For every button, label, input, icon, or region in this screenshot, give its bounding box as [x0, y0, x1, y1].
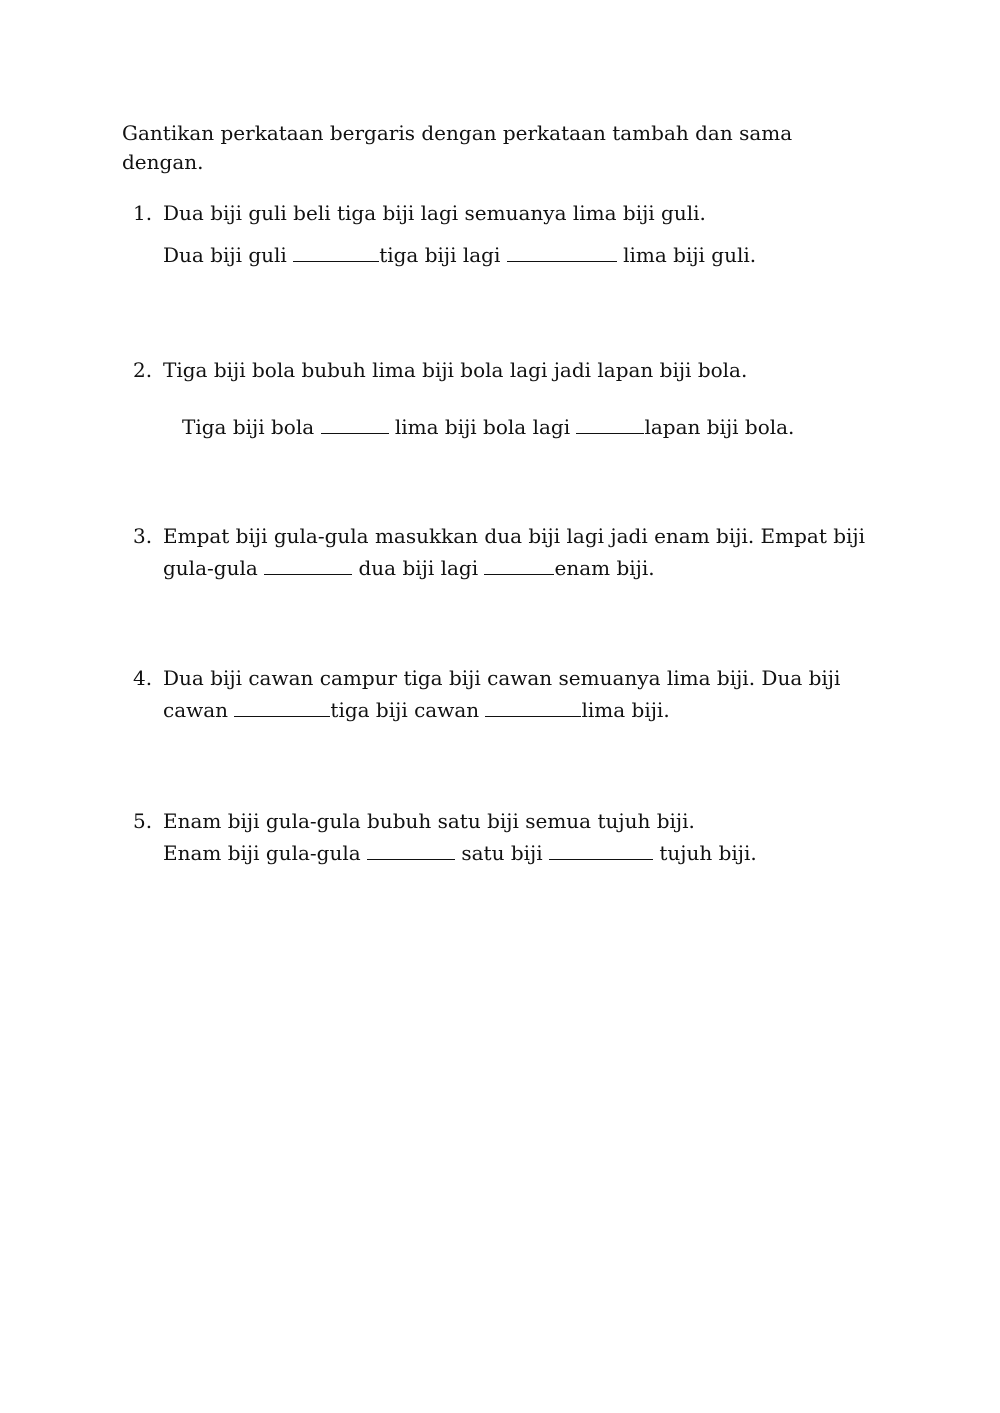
fill-in-line [163, 694, 670, 726]
fill-text: lima biji. [581, 698, 670, 722]
answer-blank[interactable] [507, 239, 617, 262]
fill-in-line [163, 552, 655, 584]
question-number: 5. [133, 809, 153, 833]
question-number: 2. [133, 358, 153, 382]
instruction-text: Gantikan perkataan bergaris dengan perkataan tambah dan sama dengan. [122, 121, 793, 174]
fill-text: Tiga biji bola [182, 415, 321, 439]
fill-text: lima biji guli. [616, 243, 757, 267]
fill-text: dua biji lagi [352, 556, 485, 580]
answer-blank[interactable] [576, 411, 644, 434]
fill-in-line [182, 411, 794, 443]
fill-text: Dua biji guli [163, 243, 294, 267]
fill-text: tiga biji lagi [379, 243, 507, 267]
fill-text: Enam biji gula-gula [163, 841, 368, 865]
fill-text: lapan biji bola. [644, 415, 795, 439]
question-number: 3. [133, 524, 153, 548]
question-number: 1. [133, 201, 153, 225]
question-sentence: Dua biji cawan campur tiga biji cawan semuanya lima biji. Dua biji [163, 666, 841, 690]
fill-text: tiga biji cawan [330, 698, 486, 722]
fill-in-line [163, 239, 756, 271]
answer-blank[interactable] [293, 239, 379, 262]
question-number: 4. [133, 666, 153, 690]
fill-text: tujuh biji. [653, 841, 757, 865]
question-sentence: Tiga biji bola bubuh lima biji bola lagi jadi lapan biji bola. [163, 358, 748, 382]
answer-blank[interactable] [321, 411, 389, 434]
answer-blank[interactable] [264, 552, 352, 575]
answer-blank[interactable] [484, 552, 554, 575]
fill-text: enam biji. [554, 556, 655, 580]
fill-in-line [163, 837, 757, 869]
answer-blank[interactable] [234, 694, 330, 717]
answer-blank[interactable] [367, 837, 455, 860]
answer-blank[interactable] [549, 837, 653, 860]
fill-text: gula-gula [163, 556, 265, 580]
question-sentence: Dua biji guli beli tiga biji lagi semuanya lima biji guli. [163, 201, 706, 225]
question-sentence: Enam biji gula-gula bubuh satu biji semua tujuh biji. [163, 809, 695, 833]
fill-text: cawan [163, 698, 235, 722]
fill-text: satu biji [455, 841, 549, 865]
fill-text: lima biji bola lagi [388, 415, 577, 439]
question-sentence: Empat biji gula-gula masukkan dua biji lagi jadi enam biji. Empat biji [163, 524, 866, 548]
answer-blank[interactable] [485, 694, 581, 717]
